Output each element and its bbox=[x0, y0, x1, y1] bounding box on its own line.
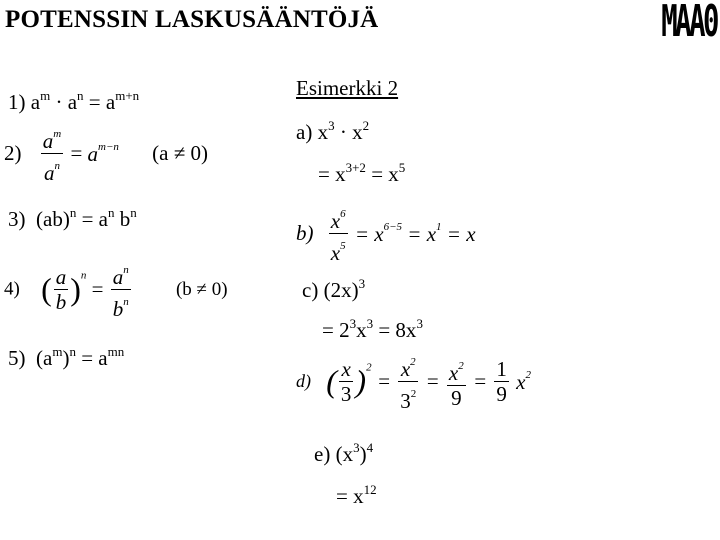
rule-5: 5) $(a^m)^n = a^{mn}$ bbox=[8, 344, 125, 370]
example-e-line-2: = $x^{12}$ bbox=[336, 482, 377, 508]
example-e-line-1: e) $(x^3)^4$ bbox=[314, 440, 374, 466]
rule-4: 4) ( $\frac{a}{b}$ )$^n$ = $\frac{a^n}{b^n}$ (b ≠ 0) bbox=[4, 258, 228, 321]
fraction: $\frac{a^m}{a^n}$ bbox=[41, 122, 63, 185]
rule-1: 1) $a^m \cdot a^n = a^{m+n}$ bbox=[8, 88, 140, 114]
condition: (a ≠ 0) bbox=[152, 141, 209, 165]
example-d: d) ( $\frac{x}{3}$ )$^2$ = $\frac{x^2}{3^2}$ = $\frac{x^2}{9}$ = $\frac{1}{9}$ $x^2$ bbox=[296, 350, 531, 413]
example-c-line-1: c) $(2x)^3$ bbox=[302, 276, 366, 302]
example-a-line-2: = $x^{3+2} = x^5$ bbox=[318, 160, 406, 186]
example-a-line-1: a) $x^3 \cdot x^2$ bbox=[296, 118, 370, 144]
example-c-line-2: = $2^3x^3 = 8x^3$ bbox=[322, 316, 423, 342]
rule-3: 3) $(ab)^n = a^n$ $b^n$ bbox=[8, 205, 137, 231]
course-logo: MAA0 bbox=[661, 0, 717, 47]
examples-heading: Esimerkki 2 bbox=[296, 76, 399, 100]
condition: (b ≠ 0) bbox=[175, 278, 228, 300]
example-b: b) $\frac{x^6}{x^5}$ = $x^{6-5} = x^1 = x$ bbox=[296, 202, 476, 265]
rule-number: 1) bbox=[8, 90, 26, 114]
rule-2: 2) $\frac{a^m}{a^n}$ = $a^{m-n}$ (a ≠ 0) bbox=[4, 122, 208, 185]
page-title: POTENSSIN LASKUSÄÄNTÖJÄ bbox=[5, 6, 379, 33]
